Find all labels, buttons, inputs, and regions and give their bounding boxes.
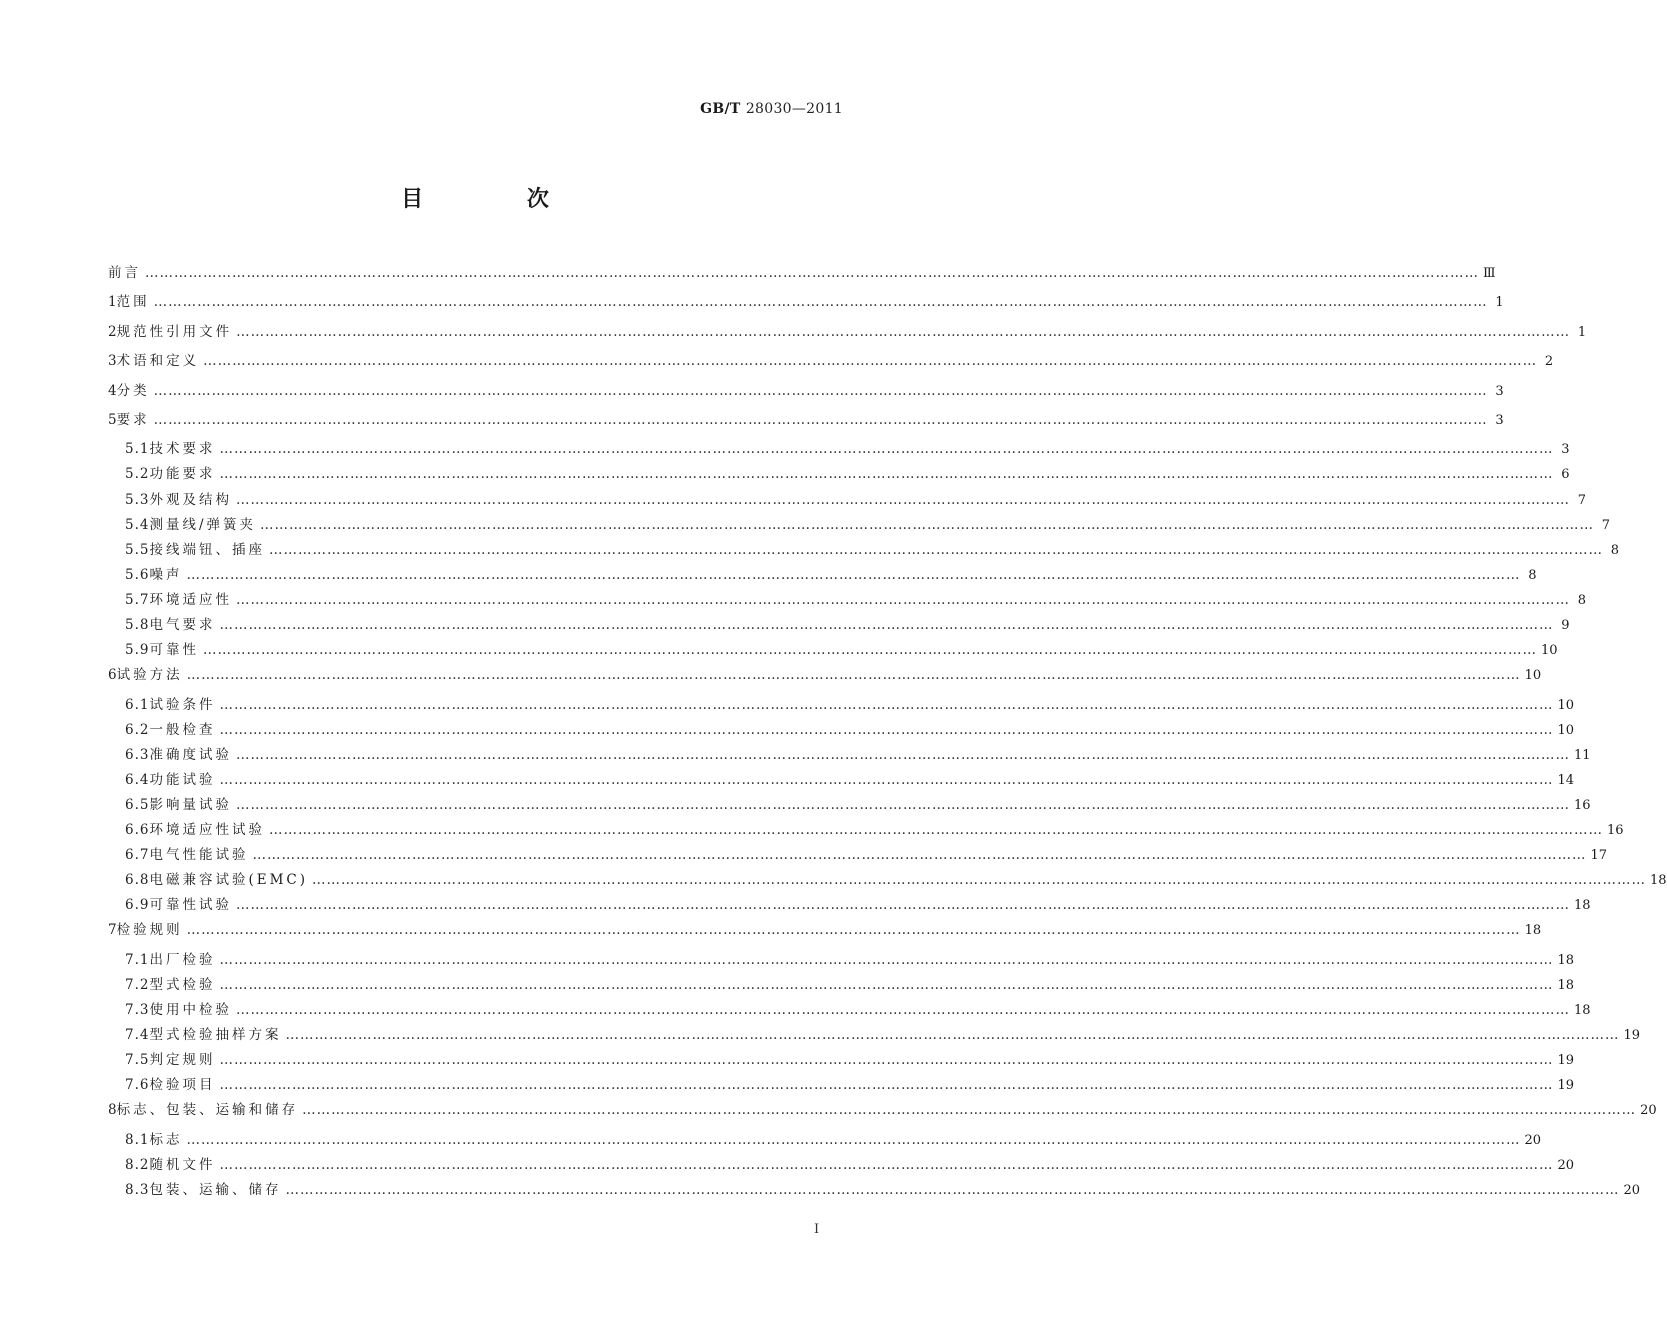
toc-entry-page: 10 [1557, 697, 1575, 713]
toc-entry-label: 标志、包装、运输和储存 [116, 1102, 299, 1119]
toc-entry-number: 6 [108, 667, 117, 684]
toc-entry-page: 16 [1573, 797, 1591, 813]
toc-entry-label: 测量线/弹簧夹 [149, 516, 257, 533]
toc-entry[interactable] [108, 694, 1575, 719]
toc-entry-page: 1 [1495, 295, 1504, 311]
toc-entry[interactable] [108, 262, 1496, 291]
toc-entry[interactable] [108, 1099, 1657, 1128]
toc-leader-dots [260, 514, 1594, 536]
toc-leader-dots [154, 380, 1488, 402]
toc-entry-page: 18 [1573, 898, 1591, 914]
toc-entry-label: 环境适应性 [149, 591, 232, 608]
toc-entry[interactable] [108, 321, 1587, 350]
toc-entry-number: 1 [108, 294, 117, 311]
standard-number: 28030—2011 [745, 101, 843, 117]
toc-entry-page: 1 [1577, 324, 1587, 340]
toc-entry-page: 10 [1540, 643, 1558, 659]
toc-leader-dots [186, 1129, 1520, 1151]
toc-leader-dots [219, 719, 1553, 741]
toc-entry-label: 电气要求 [149, 617, 216, 633]
toc-entry-page: 16 [1606, 823, 1624, 839]
toc-leader-dots [219, 769, 1553, 791]
toc-entry-page: 7 [1577, 492, 1586, 508]
toc-entry-page: 19 [1623, 1028, 1641, 1044]
toc-entry[interactable] [108, 1024, 1641, 1049]
toc-entry[interactable] [108, 589, 1586, 614]
standard-code [700, 101, 843, 117]
toc-leader-dots [219, 1154, 1553, 1176]
toc-entry-label: 接线端钮、插座 [149, 541, 265, 558]
toc-entry[interactable] [108, 999, 1591, 1024]
toc-entry-number: 7 [108, 922, 117, 939]
toc-entry-label: 使用中检验 [149, 1002, 232, 1018]
toc-entry-label: 功能要求 [149, 466, 216, 483]
toc-entry-label: 准确度试验 [149, 746, 232, 763]
toc-entry-page: 11 [1573, 747, 1591, 763]
toc-entry-number: 5 [108, 411, 117, 428]
toc-leader-dots [219, 1074, 1553, 1096]
toc-entry[interactable] [108, 919, 1542, 948]
toc-entry-label: 分类 [116, 382, 150, 399]
toc-entry-label: 术语和定义 [116, 353, 200, 370]
toc-entry-label: 可靠性 [149, 642, 199, 659]
toc-entry[interactable] [108, 514, 1611, 539]
toc-entry-number: 7.3 [125, 1002, 150, 1018]
toc-entry[interactable] [108, 564, 1537, 589]
toc-entry-number: 5.7 [125, 591, 150, 608]
toc-entry[interactable] [108, 974, 1575, 999]
toc-entry-page: 3 [1495, 383, 1504, 399]
toc-entry-number: 6.4 [125, 771, 150, 788]
page-number: I [814, 1222, 820, 1237]
toc-entry-label: 噪声 [149, 566, 183, 583]
toc-entry-label: 可靠性试验 [149, 897, 232, 914]
toc-entry[interactable] [108, 438, 1570, 463]
toc-entry-page: 8 [1577, 592, 1586, 608]
toc-entry-number: 5.1 [125, 441, 150, 458]
toc-entry-number: 8.1 [125, 1131, 150, 1148]
toc-leader-dots [154, 409, 1488, 431]
toc-entry-number: 5.9 [125, 642, 150, 659]
toc-leader-dots [187, 664, 1521, 686]
toc-entry-label: 电气性能试验 [149, 847, 249, 864]
toc-entry-page: 20 [1524, 1132, 1542, 1148]
toc-entry-page: 19 [1557, 1078, 1575, 1094]
toc-leader-dots [203, 350, 1537, 372]
toc-entry[interactable] [108, 744, 1591, 769]
toc-entry-label: 规范性引用文件 [116, 323, 233, 340]
toc-entry-number: 5.4 [125, 516, 150, 533]
toc-entry-label: 试验方法 [116, 667, 183, 684]
toc-entry-page: 18 [1524, 923, 1542, 939]
toc-entry-number: 5.3 [125, 491, 150, 508]
toc-entry-number: 7.6 [125, 1077, 150, 1094]
toc-entry-number: 3 [108, 353, 117, 370]
toc-entry-page: 20 [1557, 1157, 1575, 1173]
toc-entry[interactable] [108, 614, 1570, 639]
toc-entry[interactable] [108, 1074, 1575, 1099]
toc-entry-number: 6.7 [125, 847, 150, 864]
toc-entry-number: 6.6 [125, 822, 150, 839]
toc-entry-number: 6.5 [125, 796, 150, 813]
toc-entry[interactable] [108, 894, 1591, 919]
toc-entry-label: 随机文件 [149, 1156, 216, 1173]
toc-entry-page: 3 [1495, 412, 1504, 428]
toc-entry[interactable] [108, 409, 1504, 438]
toc-entry-number: 5.6 [125, 566, 150, 583]
toc-entry-number: 7.5 [125, 1052, 150, 1069]
toc-entry-label: 电磁兼容试验(EMC) [149, 872, 309, 889]
toc-leader-dots [285, 1179, 1619, 1201]
toc-leader-dots [219, 974, 1553, 996]
toc-entry-label: 环境适应性试验 [149, 822, 265, 839]
page-title: 目 次 [401, 187, 597, 212]
toc-entry-label: 影响量试验 [149, 796, 232, 813]
toc-entry-label: 检验规则 [116, 922, 183, 939]
toc-entry[interactable] [108, 719, 1575, 744]
toc-leader-dots [236, 999, 1570, 1021]
toc-entry[interactable] [108, 539, 1619, 564]
toc-leader-dots [186, 564, 1520, 586]
toc-entry[interactable] [108, 380, 1504, 409]
toc-entry-label: 型式检验 [149, 976, 216, 993]
table-of-contents [108, 262, 1667, 1204]
toc-entry-page: 6 [1561, 467, 1570, 483]
toc-leader-dots [236, 489, 1570, 511]
toc-entry-number: 4 [108, 382, 117, 399]
toc-leader-dots [219, 463, 1553, 485]
standard-prefix: GB/T [700, 101, 741, 117]
toc-entry-page: 10 [1524, 668, 1542, 684]
toc-entry[interactable] [108, 949, 1575, 974]
toc-entry-label: 判定规则 [149, 1052, 216, 1069]
toc-entry[interactable] [108, 1179, 1641, 1204]
toc-entry[interactable] [108, 639, 1558, 664]
toc-entry-page: Ⅲ [1483, 266, 1496, 281]
toc-entry-label: 一般检查 [149, 721, 216, 738]
toc-entry-page: 20 [1640, 1103, 1657, 1119]
toc-leader-dots [252, 844, 1586, 866]
toc-entry[interactable] [108, 769, 1575, 794]
toc-entry-page: 17 [1590, 848, 1608, 864]
toc-entry-page: 14 [1557, 772, 1575, 788]
toc-leader-dots [236, 744, 1570, 766]
toc-entry-label: 范围 [116, 294, 150, 311]
toc-leader-dots [236, 794, 1570, 816]
toc-entry-page: 20 [1623, 1182, 1641, 1198]
toc-entry-page: 7 [1601, 517, 1611, 533]
toc-entry-label: 出厂检验 [149, 951, 216, 968]
toc-entry-label: 包装、运输、储存 [149, 1181, 282, 1198]
toc-entry-number: 6.3 [125, 746, 150, 763]
toc-leader-dots [187, 919, 1521, 941]
toc-entry[interactable] [108, 291, 1504, 320]
toc-entry-page: 19 [1557, 1053, 1575, 1069]
toc-entry-page: 9 [1561, 618, 1570, 633]
toc-entry-number: 6.2 [125, 721, 150, 738]
toc-leader-dots [219, 694, 1553, 716]
toc-entry-number: 5.8 [125, 617, 150, 633]
toc-entry-number: 6.1 [125, 696, 150, 713]
toc-entry-label: 前言 [108, 265, 141, 281]
toc-entry-label: 标志 [149, 1131, 183, 1148]
toc-entry-page: 18 [1557, 952, 1575, 968]
toc-entry[interactable] [108, 794, 1591, 819]
toc-entry-number: 7.2 [125, 976, 150, 993]
toc-entry-number: 5.5 [125, 541, 150, 558]
toc-leader-dots [219, 614, 1553, 636]
toc-entry-number: 2 [108, 323, 117, 340]
toc-entry-page: 8 [1610, 542, 1619, 558]
toc-entry[interactable] [108, 819, 1624, 844]
toc-leader-dots [203, 639, 1537, 661]
toc-leader-dots [236, 321, 1570, 343]
toc-entry-page: 2 [1544, 354, 1554, 370]
toc-entry[interactable] [108, 844, 1608, 869]
toc-entry-number: 6.9 [125, 897, 150, 914]
toc-entry[interactable] [108, 463, 1570, 488]
toc-entry[interactable] [108, 869, 1667, 894]
toc-leader-dots [269, 819, 1603, 841]
toc-entry[interactable] [108, 664, 1542, 693]
toc-entry-page: 18 [1650, 873, 1667, 889]
toc-leader-dots [219, 438, 1553, 460]
toc-entry-label: 功能试验 [149, 771, 216, 788]
toc-leader-dots [219, 949, 1553, 971]
toc-leader-dots [154, 291, 1488, 313]
toc-entry-label: 试验条件 [149, 696, 216, 713]
toc-entry-number: 6.8 [125, 872, 150, 889]
toc-entry-page: 18 [1557, 977, 1575, 993]
toc-leader-dots [285, 1024, 1619, 1046]
toc-entry-page: 3 [1561, 442, 1570, 458]
toc-entry-number: 8 [108, 1102, 117, 1119]
toc-leader-dots [219, 1049, 1553, 1071]
toc-entry-label: 外观及结构 [149, 491, 232, 508]
toc-entry-label: 技术要求 [149, 441, 216, 458]
toc-entry-page: 8 [1528, 567, 1537, 583]
toc-leader-dots [269, 539, 1603, 561]
toc-entry-number: 5.2 [125, 466, 150, 483]
toc-leader-dots [312, 869, 1646, 891]
toc-entry-number: 8.2 [125, 1156, 150, 1173]
toc-leader-dots [236, 894, 1570, 916]
toc-entry[interactable] [108, 1154, 1575, 1179]
toc-entry-number: 8.3 [125, 1181, 150, 1198]
toc-entry-page: 10 [1557, 722, 1575, 738]
toc-entry-page: 18 [1573, 1003, 1591, 1018]
toc-entry-number: 7.1 [125, 951, 150, 968]
toc-leader-dots [302, 1099, 1636, 1121]
toc-entry[interactable] [108, 350, 1554, 379]
toc-leader-dots [236, 589, 1570, 611]
toc-entry[interactable] [108, 1049, 1575, 1074]
toc-entry-label: 要求 [116, 411, 150, 428]
toc-entry-label: 型式检验抽样方案 [149, 1027, 282, 1044]
toc-entry-label: 检验项目 [149, 1077, 216, 1094]
toc-leader-dots [145, 262, 1479, 284]
toc-entry-number: 7.4 [125, 1027, 150, 1044]
toc-entry[interactable] [108, 1129, 1542, 1154]
toc-entry[interactable] [108, 489, 1586, 514]
